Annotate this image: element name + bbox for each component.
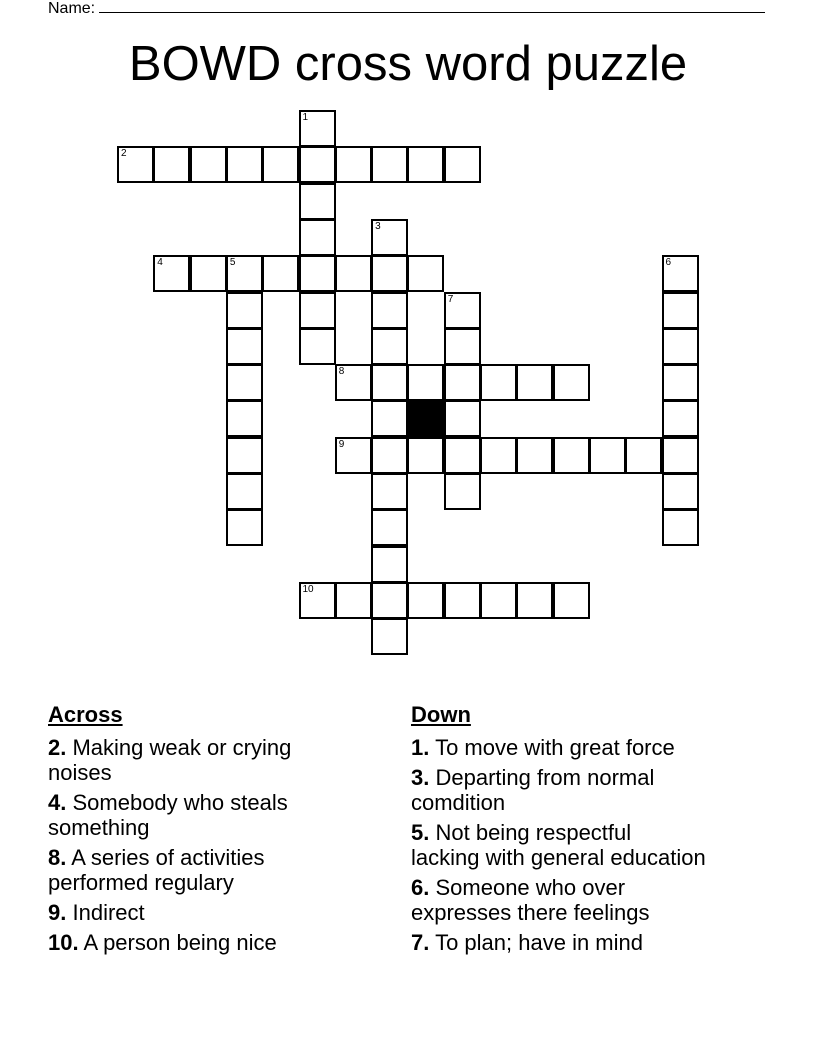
down-clues <box>411 700 771 960</box>
grid-cell[interactable] <box>262 146 299 183</box>
grid-cell[interactable] <box>299 183 336 220</box>
across-heading: Across <box>48 702 123 727</box>
cell-number: 10 <box>302 583 314 595</box>
clue-text: To plan; have in mind <box>435 930 643 955</box>
cell-number: 6 <box>665 257 672 269</box>
grid-cell[interactable] <box>299 146 336 183</box>
name-label: Name: <box>48 0 96 17</box>
grid-cell[interactable] <box>480 364 517 401</box>
grid-cell[interactable] <box>444 364 481 401</box>
cell-number: 7 <box>447 293 454 305</box>
cell-number: 3 <box>375 220 381 232</box>
clue-number: 4. <box>48 790 67 815</box>
clue-number: 3. <box>411 765 430 790</box>
grid-cell[interactable] <box>407 146 444 183</box>
grid-cell[interactable] <box>662 473 699 510</box>
down-clue <box>411 875 771 925</box>
across-clue <box>48 900 368 925</box>
clue-text: Not being respectful lacking with general education <box>411 820 706 870</box>
across-clue <box>48 930 368 955</box>
clue-text: Indirect <box>72 900 145 925</box>
grid-cell[interactable] <box>335 255 372 292</box>
page-title: BOWD cross word puzzle <box>128 37 688 91</box>
grid-cell[interactable] <box>662 328 699 365</box>
grid-cell[interactable] <box>662 400 699 437</box>
cell-number: 9 <box>338 438 345 450</box>
clue-number: 9. <box>48 900 67 925</box>
grid-cell[interactable] <box>371 219 408 256</box>
grid-cell[interactable] <box>371 582 408 619</box>
across-clue <box>48 790 368 840</box>
down-heading: Down <box>411 702 471 727</box>
grid-cell[interactable] <box>371 473 408 510</box>
across-clue <box>48 845 368 895</box>
grid-block-cell <box>407 400 444 437</box>
grid-cell[interactable] <box>662 364 699 401</box>
clue-text: A person being nice <box>83 930 277 955</box>
clue-text: A series of activities performed regulary <box>48 845 265 895</box>
grid-cell[interactable] <box>444 146 481 183</box>
grid-cell[interactable] <box>371 255 408 292</box>
grid-cell[interactable] <box>226 509 263 546</box>
grid-cell[interactable] <box>662 437 699 474</box>
across-clues <box>48 700 368 960</box>
grid-cell[interactable] <box>444 292 481 329</box>
grid-cell[interactable] <box>444 473 481 510</box>
grid-cell[interactable] <box>299 292 336 329</box>
grid-cell[interactable] <box>335 582 372 619</box>
grid-cell[interactable] <box>444 582 481 619</box>
grid-cell[interactable] <box>190 146 227 183</box>
grid-cell[interactable] <box>407 582 444 619</box>
grid-cell[interactable] <box>299 328 336 365</box>
down-clue <box>411 820 771 870</box>
grid-cell[interactable] <box>662 292 699 329</box>
down-clue <box>411 765 771 815</box>
grid-cell[interactable] <box>226 473 263 510</box>
grid-cell[interactable] <box>516 364 553 401</box>
grid-cell[interactable] <box>553 437 590 474</box>
grid-cell[interactable] <box>226 255 263 292</box>
cell-number: 8 <box>338 366 345 378</box>
grid-cell[interactable] <box>625 437 662 474</box>
grid-cell[interactable] <box>117 146 154 183</box>
grid-cell[interactable] <box>444 437 481 474</box>
clue-text: To move with great force <box>435 735 675 760</box>
grid-cell[interactable] <box>226 328 263 365</box>
grid-cell[interactable] <box>553 582 590 619</box>
grid-cell[interactable] <box>153 255 190 292</box>
grid-cell[interactable] <box>371 437 408 474</box>
grid-cell[interactable] <box>371 364 408 401</box>
grid-cell[interactable] <box>662 509 699 546</box>
grid-cell[interactable] <box>589 437 626 474</box>
grid-cell[interactable] <box>299 219 336 256</box>
grid-cell[interactable] <box>516 582 553 619</box>
grid-cell[interactable] <box>480 437 517 474</box>
grid-cell[interactable] <box>226 400 263 437</box>
grid-cell[interactable] <box>226 146 263 183</box>
cell-number: 1 <box>302 112 309 123</box>
grid-cell[interactable] <box>335 437 372 474</box>
grid-cell[interactable] <box>299 110 336 147</box>
clue-number: 2. <box>48 735 67 760</box>
clue-text: Making weak or crying noises <box>48 735 292 785</box>
grid-cell[interactable] <box>190 255 227 292</box>
grid-cell[interactable] <box>553 364 590 401</box>
clue-number: 8. <box>48 845 67 870</box>
down-clue <box>411 735 771 760</box>
grid-cell[interactable] <box>371 546 408 583</box>
grid-cell[interactable] <box>371 292 408 329</box>
grid-cell[interactable] <box>335 146 372 183</box>
grid-cell[interactable] <box>262 255 299 292</box>
grid-cell[interactable] <box>371 509 408 546</box>
grid-cell[interactable] <box>153 146 190 183</box>
grid-cell[interactable] <box>407 364 444 401</box>
cell-number: 5 <box>229 257 236 269</box>
cell-number: 2 <box>121 148 127 160</box>
grid-cell[interactable] <box>299 582 336 619</box>
grid-cell[interactable] <box>444 328 481 365</box>
grid-cell[interactable] <box>226 364 263 401</box>
grid-cell[interactable] <box>299 255 336 292</box>
grid-cell[interactable] <box>407 437 444 474</box>
down-clue <box>411 930 771 955</box>
clue-number: 6. <box>411 875 430 900</box>
grid-cell[interactable] <box>516 437 553 474</box>
grid-cell[interactable] <box>480 582 517 619</box>
grid-cell[interactable] <box>662 255 699 292</box>
clue-text: Someone who over expresses there feelings <box>411 875 650 925</box>
clue-number: 1. <box>411 735 430 760</box>
clue-text: Departing from normal comdition <box>411 765 655 815</box>
grid-cell[interactable] <box>371 618 408 655</box>
clue-text: Somebody who steals something <box>48 790 288 840</box>
grid-cell[interactable] <box>371 146 408 183</box>
grid-cell[interactable] <box>226 292 263 329</box>
grid-cell[interactable] <box>226 437 263 474</box>
grid-cell[interactable] <box>444 400 481 437</box>
across-clue <box>48 735 368 785</box>
grid-cell[interactable] <box>407 255 444 292</box>
grid-cell[interactable] <box>371 400 408 437</box>
clue-number: 10. <box>48 930 79 955</box>
grid-cell[interactable] <box>335 364 372 401</box>
grid-cell[interactable] <box>371 328 408 365</box>
cell-number: 4 <box>157 257 163 269</box>
clue-number: 5. <box>411 820 430 845</box>
clue-number: 7. <box>411 930 430 955</box>
